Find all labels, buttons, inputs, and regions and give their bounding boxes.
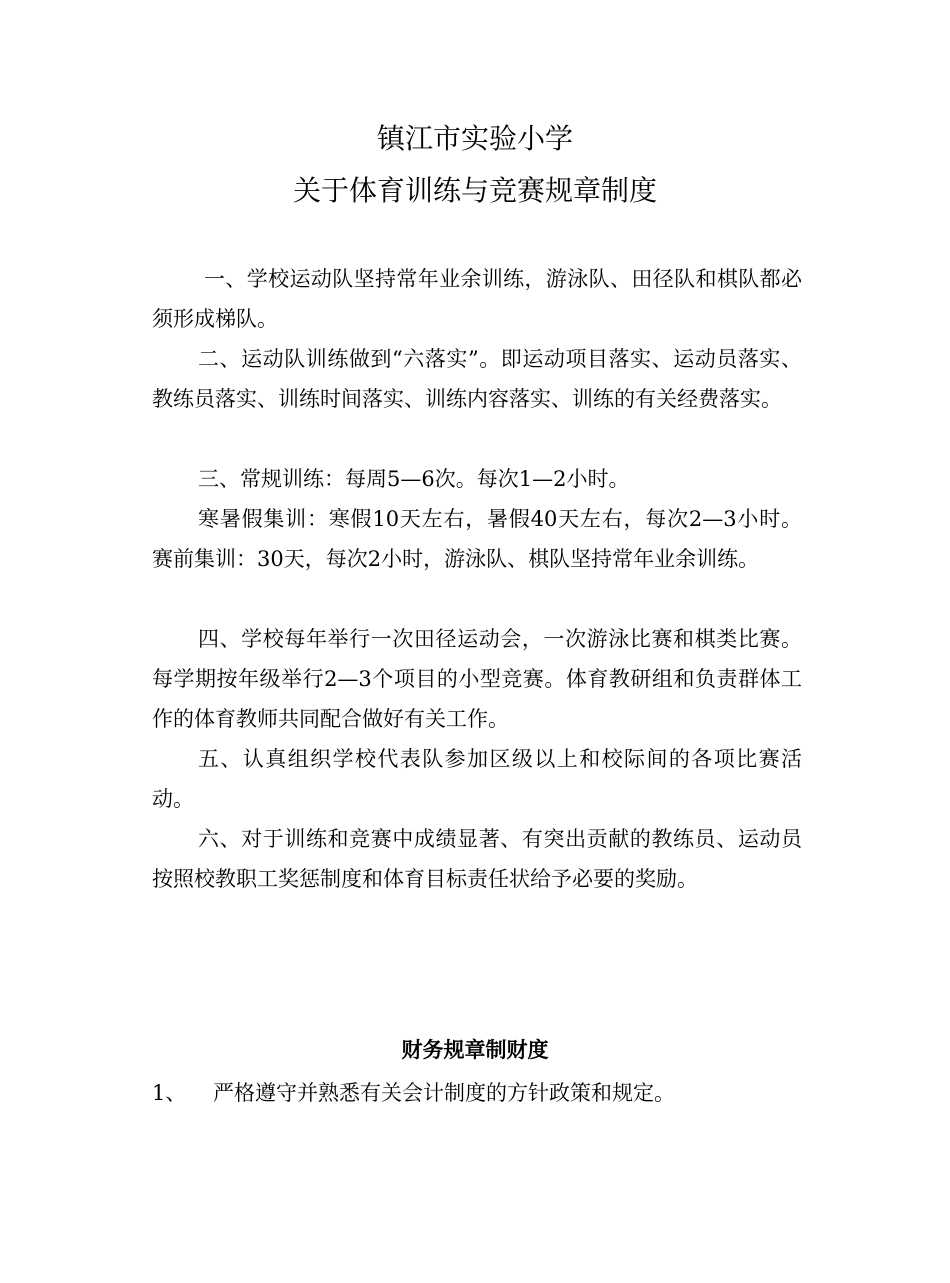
finance-section-title: 财务规章制财度 xyxy=(401,1037,549,1062)
regulation-title: 关于体育训练与竞赛规章制度 xyxy=(292,174,657,207)
list-item xyxy=(152,1073,852,1113)
school-name-title: 镇江市实验小学 xyxy=(376,122,573,155)
paragraph-1: 一、学校运动队坚持常年业余训练，游泳队、田径队和棋队都必须形成梯队。 xyxy=(152,267,802,331)
paragraph-6: 五、认真组织学校代表队参加区级以上和校际间的各项比赛活动。 xyxy=(152,747,802,811)
paragraph-3: 三、常规训练：每周5—6次。每次1—2小时。 xyxy=(198,467,630,491)
paragraph-7: 六、对于训练和竞赛中成绩显著、有突出贡献的教练员、运动员按照校教职工奖惩制度和体育目标责任状给予必要的奖励。 xyxy=(152,827,802,891)
list-item-number: 1、 xyxy=(152,1081,187,1105)
paragraph-4: 寒暑假集训：寒假10天左右，暑假40天左右，每次2—3小时。赛前集训：30天，每次2小时，游泳队、棋队坚持常年业余训练。 xyxy=(152,507,802,571)
paragraph-5: 四、学校每年举行一次田径运动会，一次游泳比赛和棋类比赛。每学期按年级举行2—3个项目的小型竞赛。体育教研组和负责群体工作的体育教师共同配合做好有关工作。 xyxy=(152,627,802,731)
list-item-text: 严格遵守并熟悉有关会计制度的方针政策和规定。 xyxy=(213,1081,675,1105)
paragraph-2: 二、运动队训练做到“六落实”。即运动项目落实、运动员落实、教练员落实、训练时间落实、训练内容落实、训练的有关经费落实。 xyxy=(152,347,802,411)
